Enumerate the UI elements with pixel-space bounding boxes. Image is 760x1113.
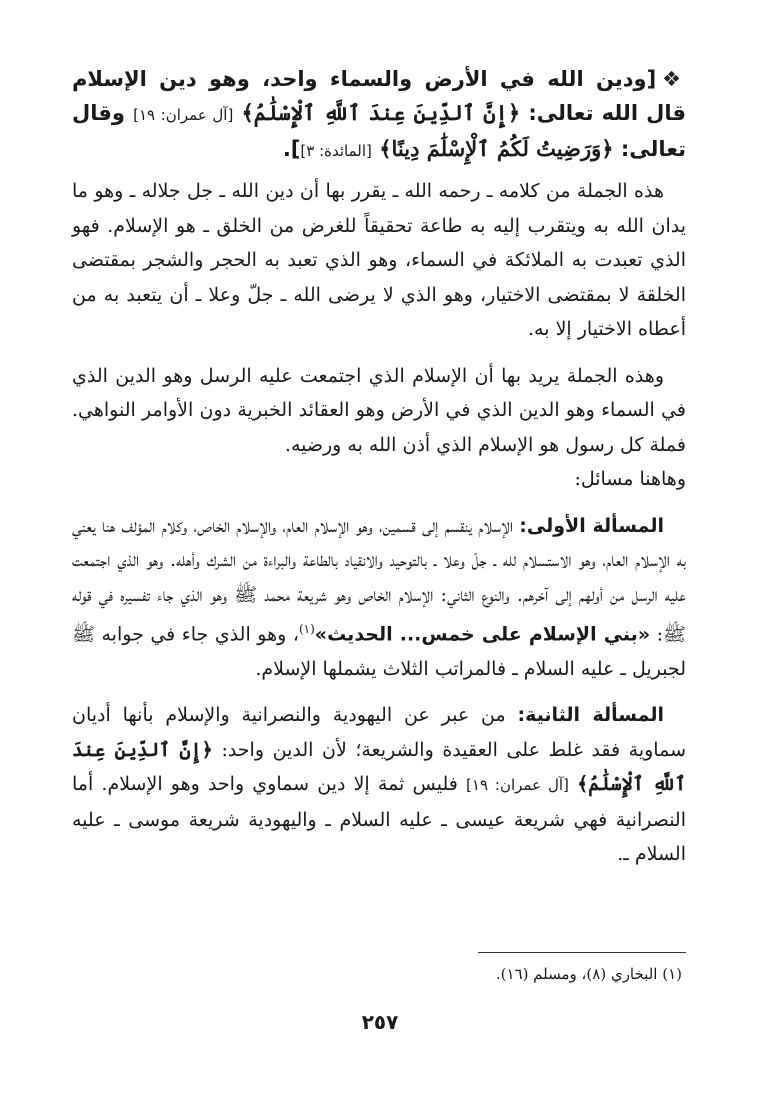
section-heading (72, 62, 686, 168)
paragraph-text: ، وهو الذي جاء في جوابه ﷺ لجبريل ـ عليه السلام ـ فالمراتب الثلاث يشملها الإسلام. (72, 623, 686, 680)
verse-reference: [المائدة: ٣] (300, 142, 372, 160)
footnote-divider (478, 952, 686, 953)
issue-title: المسألة الثانية: (517, 704, 664, 727)
paragraph-text: من عبر عن اليهودية والنصرانية والإسلام بأنها أديان سماوية فقد غلط على العقيدة والشريعة؛ لأن الدين واحد: (72, 704, 686, 761)
issue-title: المسألة الأولى: (519, 514, 664, 537)
paragraph-text: وهذه الجملة يريد بها أن الإسلام الذي اجتمعت عليه الرسل وهو الدين الذي في السماء وهو الدين الذي في الأرض وهو العقائد الخبرية دون الأوامر النواهي. فملة كل رسول هو الإسلام الذي أذن الله به ورضيه. (72, 364, 686, 456)
hadith-quote: «بني الإسلام على خمس... الحديث» (314, 623, 651, 646)
heading-text: [ودين الله في الأرض والسماء واحد، وهو دين الإسلام قال الله تعالى: (72, 67, 687, 125)
page-number: ٢٥٧ (361, 1010, 399, 1034)
paragraph (72, 698, 686, 872)
verse-reference: [آل عمران: ١٩] (466, 776, 569, 795)
heading-close: ]. (282, 137, 301, 161)
paragraph-text: فليس ثمة إلا دين سماوي واحد وهو الإسلام. أما النصرانية فهي شريعة عيسى ـ عليه السلام ـ واليهودية شريعة موسى ـ عليه السلام ـ. (72, 773, 686, 866)
quran-verse: ﴿وَرَضِيتُ لَكُمُ ٱلْإِسْلَٰمَ دِينًا﴾ (379, 136, 614, 161)
footnote-marker[interactable]: (١) (298, 622, 315, 636)
page-body (72, 62, 686, 884)
heading-text: وقال تعالى: (72, 101, 686, 161)
footnote: (١) البخاري (٨)، ومسلم (١٦). (495, 965, 682, 983)
bullet-star-icon: ❖ (662, 67, 687, 91)
quran-verse: ﴿إِنَّ ٱلدِّينَ عِندَ ٱللَّهِ ٱلْإِسْلَٰمُ﴾ (241, 100, 521, 125)
paragraph (72, 359, 686, 497)
paragraph-text: الإسلام ينقسم إلى قسمين، وهو الإسلام العام، والإسلام الخاص، وكلام المؤلف هنا يعني به الإسلام العام، وهو الاستسلام لله ـ جلّ وعلا ـ بالتوحيد والانقياد بالطاعة والبراءة من الشرك وأهله. وهو الذي اجتمعت عليه الرسل من أولهم إلى آخرهم. والنوع الثاني: الإسلام الخاص وهو شريعة محمد ﷺ وهو الذي جاء تفسيره في قوله ﷺ: (72, 514, 686, 646)
paragraph (72, 509, 686, 687)
paragraph-text: وهاهنا مسائل: (574, 468, 686, 490)
paragraph: هذه الجملة من كلامه ـ رحمه الله ـ يقرر بها أن دين الله ـ جل جلاله ـ وهو ما يدان الله به ويتقرب إليه به طاعة تحقيقاً للغرض من الخلق ـ هو الإسلام. فهو الذي تعبدت به الملائكة في السماء، وهو الذي تعبد به الحجر والشجر بمقتضى الخلقة لا بمقتضى الاختيار، وهو الذي لا يرضى الله ـ جلّ وعلا ـ أن يتعبد به من أعطاه الاختيار إلا به. (72, 180, 686, 340)
verse-reference: [آل عمران: ١٩] (133, 106, 234, 124)
quran-verse: ﴿إِنَّ ٱلدِّينَ عِندَ ٱللَّهِ ٱلْإِسْلَٰمُ﴾ (72, 738, 687, 796)
